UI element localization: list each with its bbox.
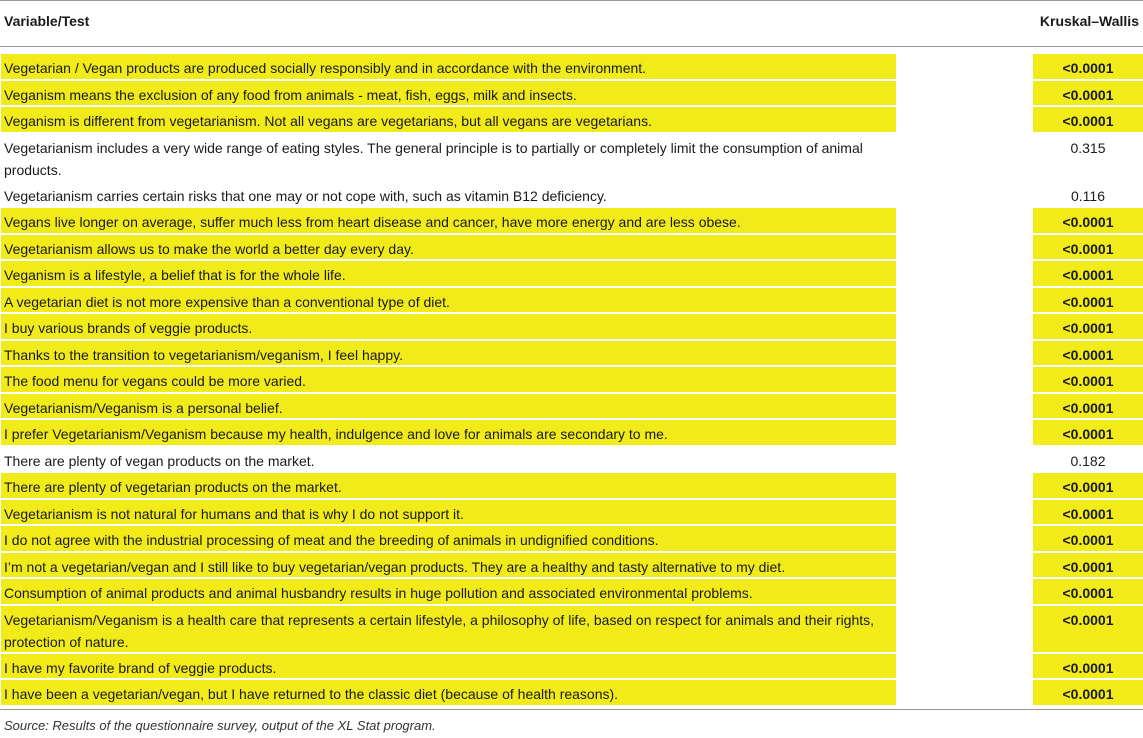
row-p-value: <0.0001	[1033, 394, 1143, 419]
row-p-value: <0.0001	[1033, 81, 1143, 106]
row-statement: There are plenty of vegan products on the market.	[4, 452, 315, 469]
table-row	[0, 393, 1143, 420]
table-row	[0, 207, 1143, 234]
row-p-value: <0.0001	[1033, 314, 1143, 339]
table-row	[0, 578, 1143, 605]
row-statement: Veganism means the exclusion of any food from animals - meat, fish, eggs, milk and insects.	[1, 81, 896, 106]
row-statement: I have my favorite brand of veggie products.	[1, 654, 896, 679]
row-statement: Vegetarianism/Veganism is a health care that represents a certain lifestyle, a philosophy of life, based on respect for animals and their rights, protection of nature.	[1, 606, 896, 652]
row-p-value: <0.0001	[1033, 500, 1143, 525]
table-row	[0, 472, 1143, 499]
table-row	[0, 133, 1143, 181]
row-p-value: <0.0001	[1033, 680, 1143, 705]
table-row	[0, 340, 1143, 367]
header-kruskal-wallis: Kruskal–Wallis	[1039, 13, 1139, 29]
table-row	[0, 234, 1143, 261]
table-row	[0, 106, 1143, 133]
table-row	[0, 552, 1143, 579]
row-statement: I’m not a vegetarian/vegan and I still like to buy vegetarian/vegan products. They are a healthy and tasty alternative to my diet.	[1, 553, 896, 578]
row-p-value: <0.0001	[1033, 654, 1143, 679]
table-row	[0, 313, 1143, 340]
table-row	[0, 679, 1143, 706]
table-bottom-rule	[0, 709, 1143, 710]
row-statement: Consumption of animal products and animal husbandry results in huge pollution and associated environmental problems.	[1, 579, 896, 604]
row-p-value: <0.0001	[1033, 606, 1143, 652]
row-p-value: <0.0001	[1033, 208, 1143, 233]
row-p-value: 0.116	[1071, 187, 1105, 204]
row-p-value: <0.0001	[1033, 107, 1143, 132]
row-statement: Vegans live longer on average, suffer much less from heart disease and cancer, have more energy and are less obese.	[1, 208, 896, 233]
table-row	[0, 53, 1143, 80]
table-row	[0, 260, 1143, 287]
row-statement: There are plenty of vegetarian products on the market.	[1, 473, 896, 498]
row-statement: Veganism is a lifestyle, a belief that is for the whole life.	[1, 261, 896, 286]
row-statement: I have been a vegetarian/vegan, but I have returned to the classic diet (because of health reasons).	[1, 680, 896, 705]
row-statement: Vegetarianism is not natural for humans and that is why I do not support it.	[1, 500, 896, 525]
table-header	[0, 0, 1143, 46]
table-row	[0, 525, 1143, 552]
table-row	[0, 605, 1143, 653]
row-p-value: <0.0001	[1033, 526, 1143, 551]
row-statement: Vegetarian / Vegan products are produced socially responsibly and in accordance with the environment.	[1, 54, 896, 79]
table-row	[0, 446, 1143, 473]
table-body	[0, 53, 1143, 706]
row-statement: I prefer Vegetarianism/Veganism because my health, indulgence and love for animals are secondary to me.	[1, 420, 896, 445]
row-statement: Veganism is different from vegetarianism. Not all vegans are vegetarians, but all vegans are vegetarians.	[1, 107, 896, 132]
row-p-value: <0.0001	[1033, 288, 1143, 313]
row-statement: Vegetarianism carries certain risks that one may or not cope with, such as vitamin B12 deficiency.	[4, 187, 607, 204]
row-statement: Vegetarianism includes a very wide range of eating styles. The general principle is to partially or completely limit the consumption of animal products.	[4, 139, 863, 178]
row-statement: Vegetarianism/Veganism is a personal belief.	[1, 394, 896, 419]
row-p-value: <0.0001	[1033, 553, 1143, 578]
header-variable-test: Variable/Test	[4, 13, 90, 29]
table-row	[0, 653, 1143, 680]
row-p-value: <0.0001	[1033, 579, 1143, 604]
row-p-value: <0.0001	[1033, 341, 1143, 366]
row-statement: The food menu for vegans could be more varied.	[1, 367, 896, 392]
row-statement: Thanks to the transition to vegetarianism/veganism, I feel happy.	[1, 341, 896, 366]
table-row	[0, 499, 1143, 526]
table-row	[0, 181, 1143, 208]
row-p-value: 0.315	[1070, 139, 1106, 156]
row-p-value: <0.0001	[1033, 367, 1143, 392]
row-p-value: 0.182	[1070, 452, 1106, 469]
row-statement: I do not agree with the industrial processing of meat and the breeding of animals in undignified conditions.	[1, 526, 896, 551]
table-row	[0, 287, 1143, 314]
table-row	[0, 419, 1143, 446]
row-statement: I buy various brands of veggie products.	[1, 314, 896, 339]
table-row	[0, 366, 1143, 393]
table-source-note: Source: Results of the questionnaire survey, output of the XL Stat program.	[4, 718, 436, 733]
row-p-value: <0.0001	[1033, 54, 1143, 79]
row-p-value: <0.0001	[1033, 420, 1143, 445]
row-statement: A vegetarian diet is not more expensive than a conventional type of diet.	[1, 288, 896, 313]
row-p-value: <0.0001	[1033, 261, 1143, 286]
table-row	[0, 80, 1143, 107]
row-p-value: <0.0001	[1033, 235, 1143, 260]
row-statement: Vegetarianism allows us to make the world a better day every day.	[1, 235, 896, 260]
header-bottom-rule	[0, 46, 1143, 47]
row-p-value: <0.0001	[1033, 473, 1143, 498]
